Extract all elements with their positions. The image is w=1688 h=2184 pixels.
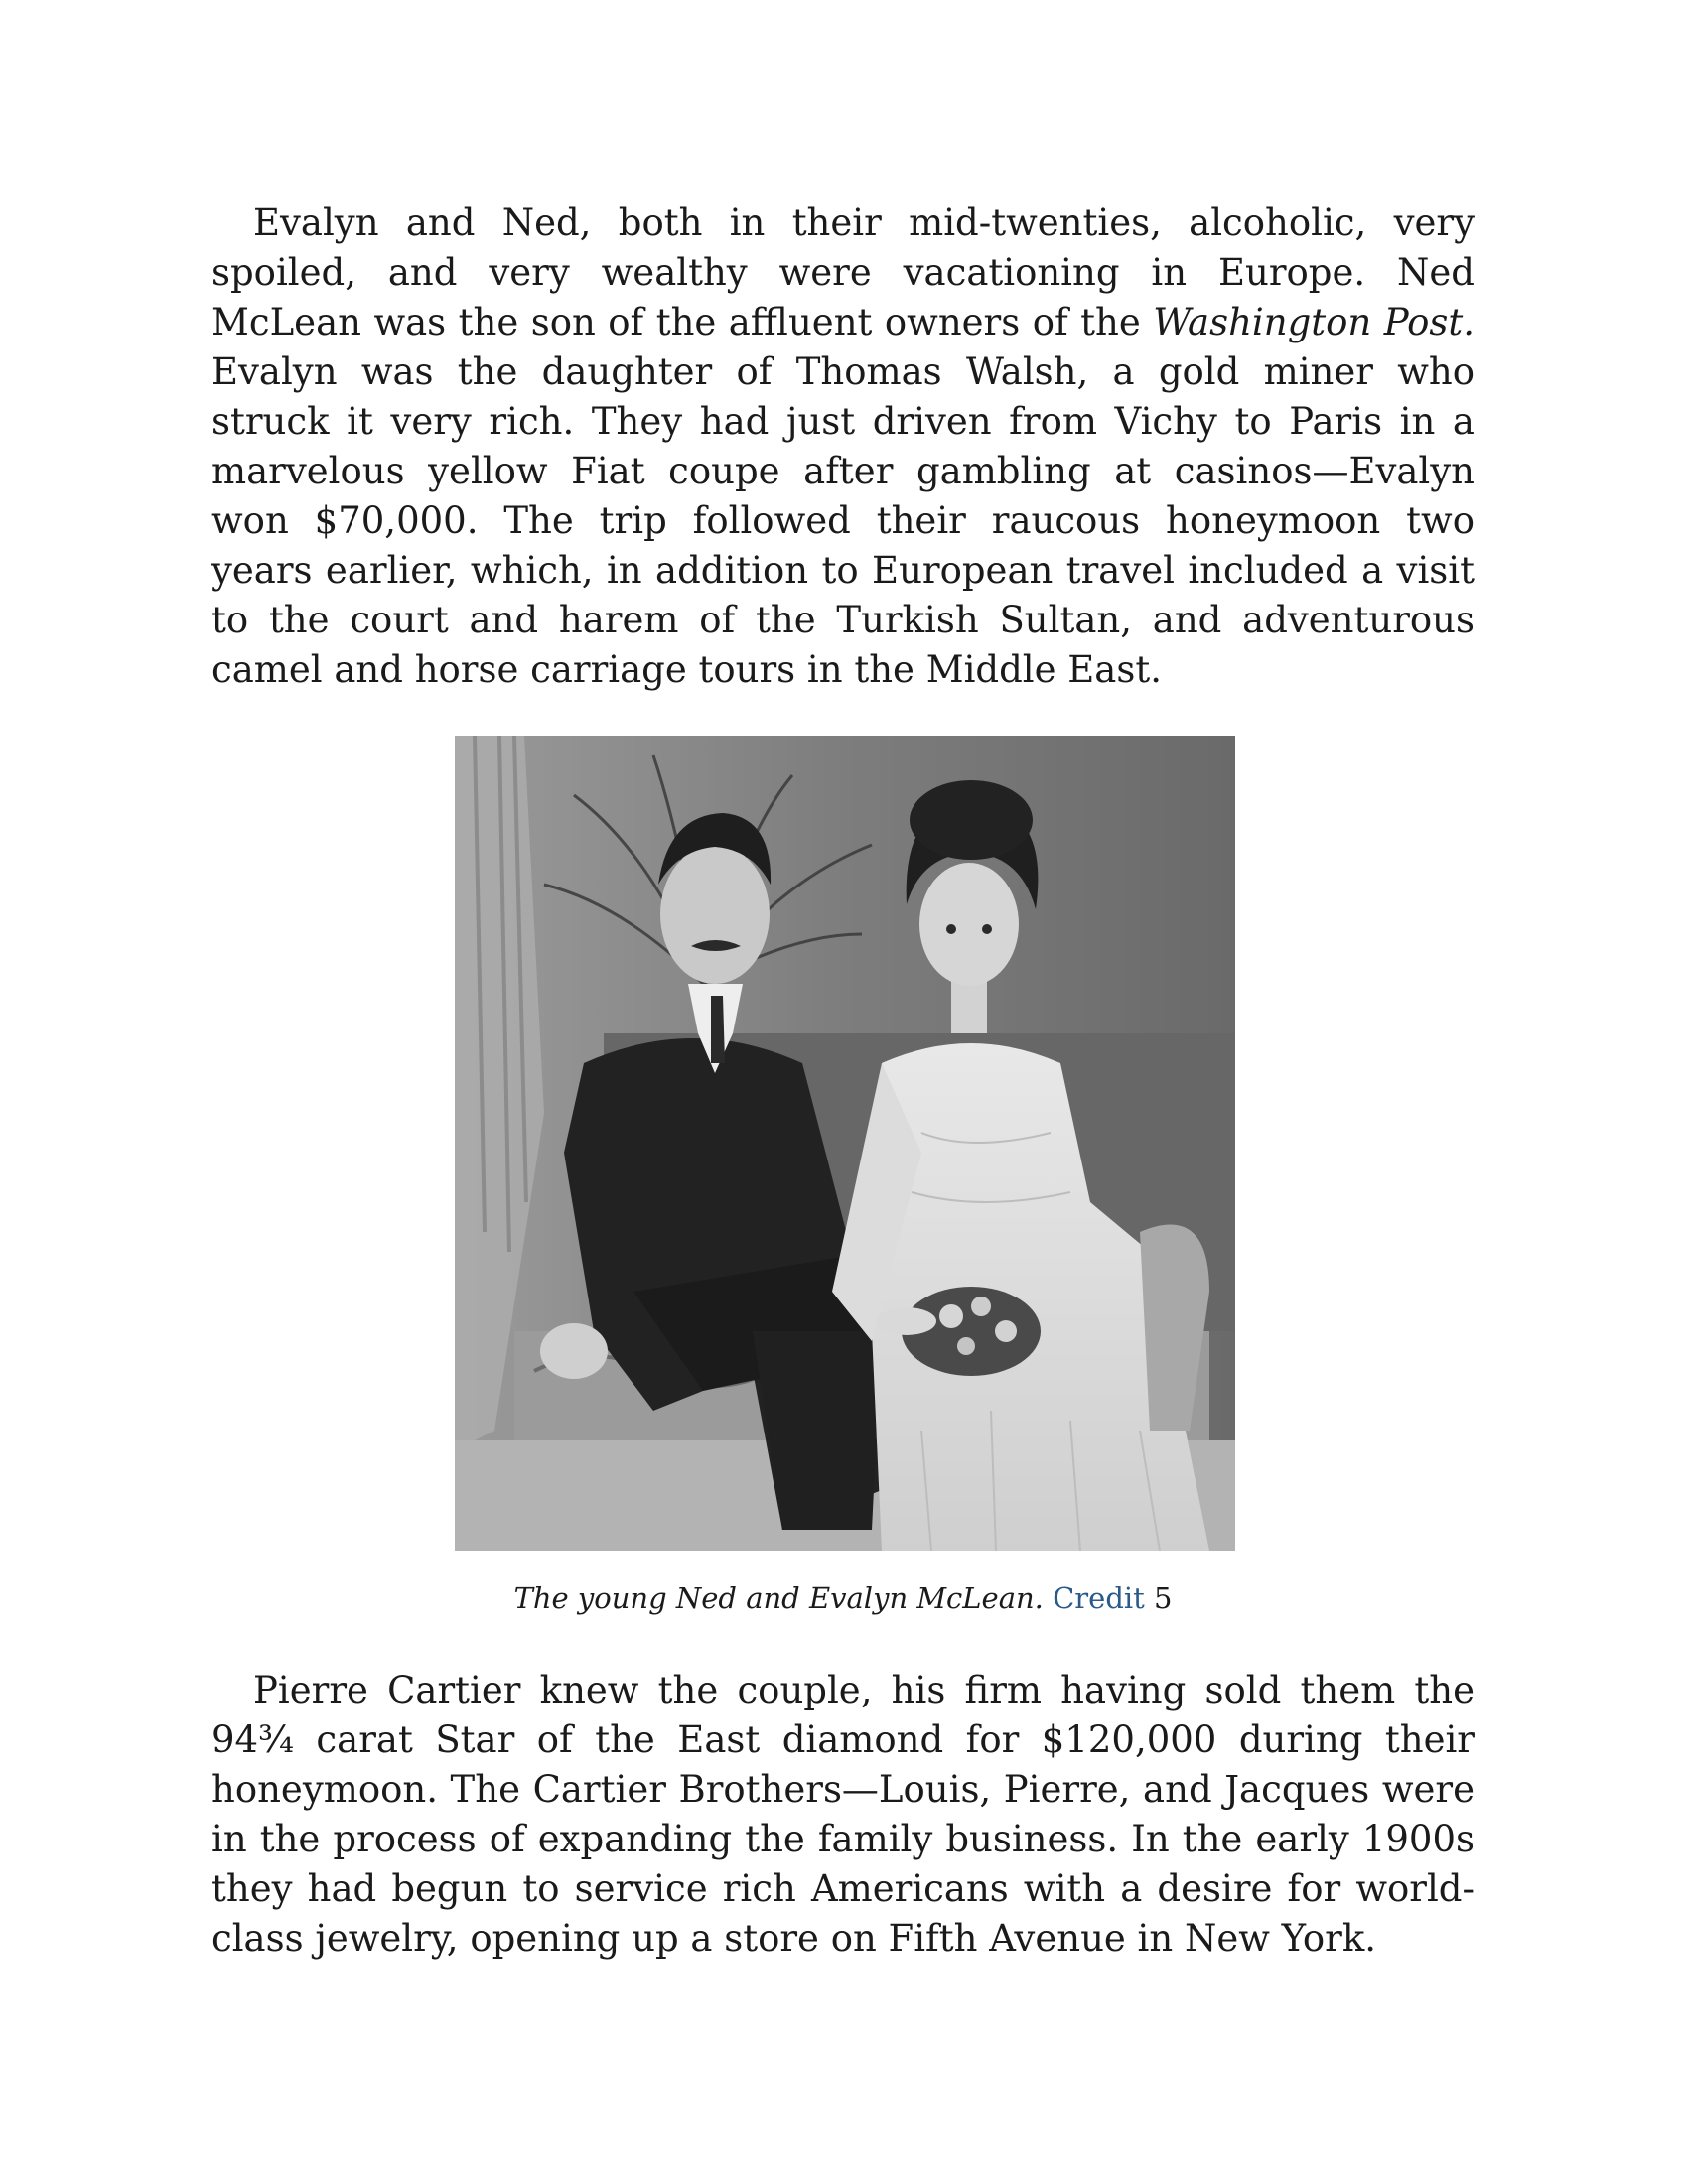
body-paragraph-2: Pierre Cartier knew the couple, his firm having sold them the 94¾ carat Star of the East diamond for $120,000 during their honeymoon. The Cartier Brothers—Louis, Pierre, and Jacques were in the process of expanding the family business. In the early 1900s they had begun to service rich Americans with a desire for world-class jewelry, opening up a store on Fifth Avenue in New York.: [211, 1669, 1475, 1960]
photo-caption: [211, 1578, 1475, 1618]
paragraph-1-text-start: Evalyn and Ned, both in their mid-twenties, alcoholic, very spoiled, and very wealthy were vacationing in Europe. Ned McLean was the son of the affluent owners of the: [211, 202, 1475, 343]
newspaper-title: Washington Post.: [1153, 301, 1475, 343]
couple-photograph: [455, 736, 1235, 1551]
caption-text: The young Ned and Evalyn McLean.: [513, 1581, 1044, 1615]
credit-number: 5: [1154, 1581, 1173, 1615]
body-paragraph-1: [211, 199, 1475, 695]
credit-link[interactable]: Credit: [1053, 1581, 1145, 1615]
paragraph-1-text-end: Evalyn was the daughter of Thomas Walsh, a gold miner who struck it very rich. They had just driven from Vichy to Paris in a marvelous yellow Fiat coupe after gambling at casinos—Evalyn won $70,000. The trip followed their raucous honeymoon two years earlier, which, in addition to European travel included a visit to the court and harem of the Turkish Sultan, and adventurous camel and horse carriage tours in the Middle East.: [211, 350, 1475, 691]
